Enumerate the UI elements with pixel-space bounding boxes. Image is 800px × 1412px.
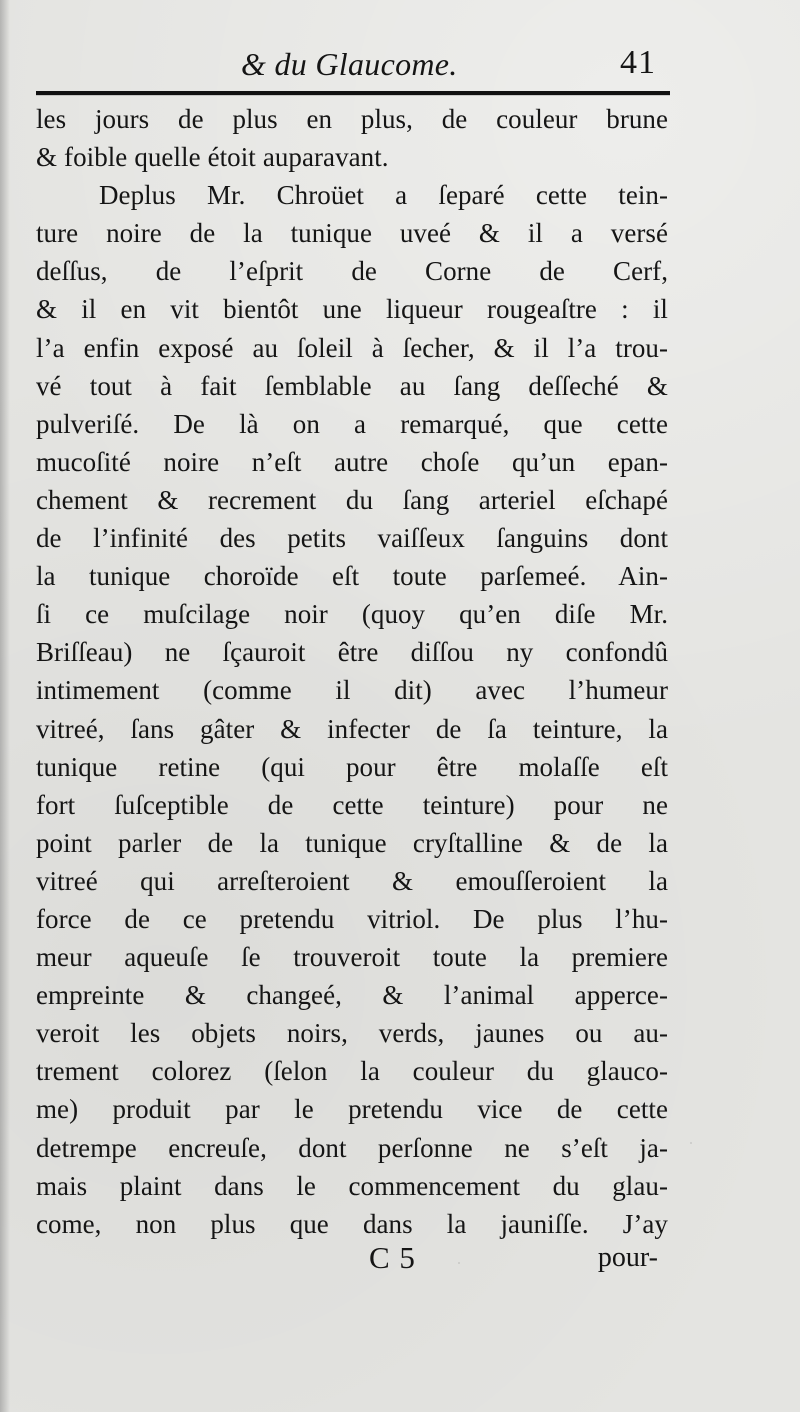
text-line: & foible quelle étoit auparavant.: [36, 142, 389, 173]
text-line: detrempe encreuſe, dont perſonne ne s’eſt ja-: [36, 1132, 668, 1163]
text-line: les jours de plus en plus, de couleur brune: [36, 104, 668, 134]
text-line: vitreé, ſans gâter & infecter de ſa teinture, la: [36, 713, 668, 744]
text-line: pulveriſé. De là on a remarqué, que cette: [36, 408, 668, 439]
paper-speck: [612, 126, 615, 129]
text-line: force de ce pretendu vitriol. De plus l’hu-: [36, 903, 668, 934]
page-footer: [36, 1240, 668, 1284]
running-head: & du Glaucome.: [241, 46, 458, 82]
main-text-block: [36, 100, 668, 1243]
text-line: ture noire de la tunique uveé & il a versé: [36, 218, 668, 249]
text-line: tunique retine (qui pour être molaſſe eſt: [36, 751, 668, 782]
text-line: intimement (comme il dit) avec l’humeur: [36, 675, 668, 706]
text-line: Deplus Mr. Chroüet a ſeparé cette tein-: [99, 180, 668, 211]
header-rule: [36, 91, 670, 95]
text-line: trement colorez (ſelon la couleur du glauco-: [36, 1056, 668, 1087]
text-line: de l’infinité des petits vaiſſeux ſanguins dont: [36, 523, 668, 554]
text-line: deſſus, de l’eſprit de Corne de Cerf,: [36, 256, 668, 287]
text-line: me) produit par le pretendu vice de cette: [36, 1094, 668, 1125]
text-line: l’a enfin exposé au ſoleil à ſecher, & il l’a trou-: [36, 332, 668, 363]
text-line: vé tout à fait ſemblable au ſang deſſeché &: [36, 370, 668, 401]
text-line: Briſſeau) ne ſçauroit être diſſou ny confondû: [36, 637, 668, 668]
text-line: come, non plus que dans la jauniſſe. J’ay: [36, 1208, 668, 1239]
text-line: mais plaint dans le commencement du glau-: [36, 1170, 668, 1201]
text-line: veroit les objets noirs, verds, jaunes ou au-: [36, 1018, 668, 1049]
signature-mark: C 5: [369, 1240, 416, 1275]
text-line: empreinte & changeé, & l’animal apperce-: [36, 980, 668, 1011]
text-line: & il en vit bientôt une liqueur rougeaſtre : il: [36, 294, 668, 325]
text-line: meur aqueuſe ſe trouveroit toute la premiere: [36, 942, 668, 973]
text-line: la tunique choroïde eſt toute parſemeé. Ain-: [36, 561, 668, 592]
page-number: 41: [620, 44, 656, 81]
paper-speck: [458, 1262, 460, 1264]
text-line: ſi ce muſcilage noir (quoy qu’en diſe Mr.: [36, 599, 668, 630]
text-line: fort ſuſceptible de cette teinture) pour ne: [36, 789, 668, 820]
page-edge-shadow: [0, 0, 10, 1412]
text-line: chement & recrement du ſang arteriel eſchapé: [36, 484, 668, 515]
text-line: vitreé qui arreſteroient & emouſſeroient la: [36, 865, 668, 896]
text-line: mucoſité noire n’eſt autre choſe qu’un epan-: [36, 446, 668, 477]
text-line: point parler de la tunique cryſtalline & de la: [36, 827, 668, 858]
catchword: pour-: [597, 1242, 658, 1273]
page-header: [36, 40, 668, 90]
paper-speck: [690, 1142, 692, 1144]
